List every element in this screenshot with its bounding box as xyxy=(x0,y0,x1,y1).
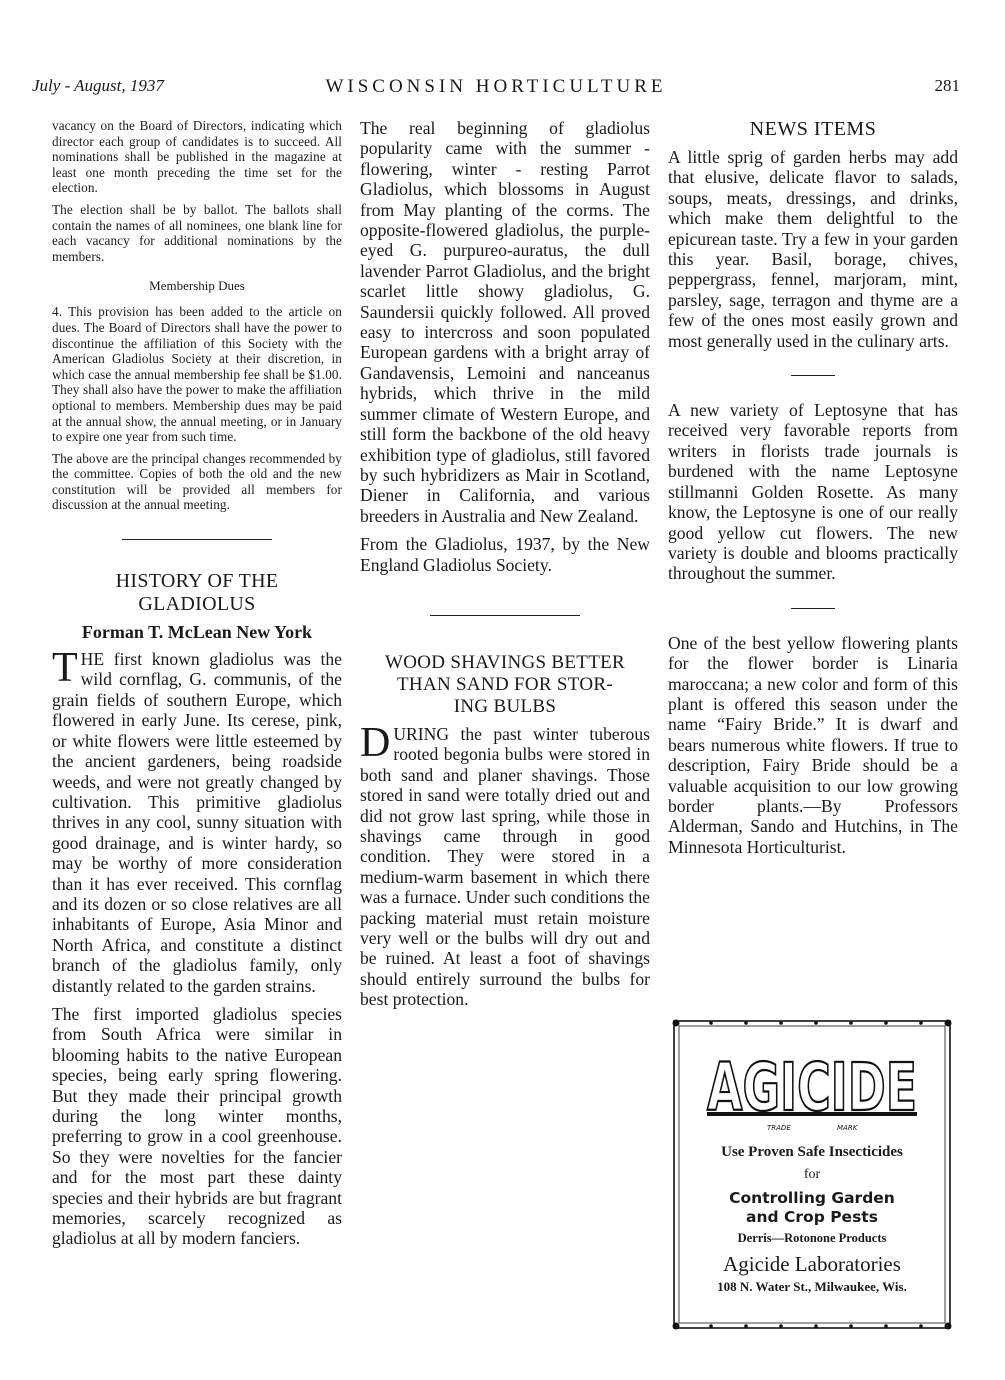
paragraph: The election shall be by ballot. The ballots shall contain the names of all nominees, one blank line for each vacancy for additional nominations by the members. xyxy=(52,201,342,264)
agicide-logo xyxy=(697,1050,927,1136)
column-middle xyxy=(360,118,650,1010)
shavings-body xyxy=(360,719,650,1010)
drop-cap: T xyxy=(52,645,78,692)
news-items-heading: NEWS ITEMS xyxy=(749,118,877,140)
ad-tagline: Use Proven Safe Insecticides xyxy=(721,1144,903,1160)
paragraph: DURING the past winter tuberous rooted begonia bulbs were stored in both sand and planer shavings. Those stored in sand were totally dried out and did not grow last spring, while those in shavings came through in good condition. They were stored in a medium-warm basement in which there was a furnace. Under such conditions the packing material must retain moisture very well or the bulbs will dry out and be ruined. At least a foot of shavings should entirely surround the bulbs for best protection. xyxy=(360,719,650,1010)
ad-address: 108 N. Water St., Milwaukee, Wis. xyxy=(717,1279,907,1294)
paragraph: The above are the principal changes recommended by the committee. Copies of both the old and the new constitution will be provided all members for discussion at the annual meeting. xyxy=(52,450,342,513)
paragraph: One of the best yellow flowering plants for the flower border is Linaria maroccana; a new color and form of this plant is offered this season under the name “Fairy Bride.” It is dwarf and bears numerous white flowers. If true to description, Fairy Bride should be a valuable acquisition to our low growing border plants.—By Professors Alderman, Sando and Hutchins, in The Minnesota Horticulturist. xyxy=(668,632,958,857)
page-number: 281 xyxy=(934,76,960,95)
ad-for: for xyxy=(803,1167,821,1182)
divider xyxy=(791,375,835,376)
running-header xyxy=(32,76,960,102)
paragraph: 4. This provision has been added to the article on dues. The Board of Directors shall have the power to discontinue the affiliation of this Society with the American Gladiolus Society at their discretion, in which case the annual membership fee shall be $1.00. They shall also have the power to make the affiliation optional to members. Membership dues may be paid at the annual show, the annual meeting, or in January to expire one year from such time. xyxy=(52,304,342,445)
divider xyxy=(791,608,835,609)
history-body xyxy=(52,645,342,1249)
column-right xyxy=(668,118,958,857)
article-byline: Forman T. McLean New York xyxy=(81,622,313,643)
ad-headline: Controlling Garden and Crop Pests xyxy=(729,1189,895,1226)
divider xyxy=(122,539,272,540)
issue-date: July - August, 1937 xyxy=(32,76,164,95)
svg-text:AGICIDE: AGICIDE xyxy=(707,1049,917,1126)
paragraph: A little sprig of garden herbs may add that elusive, delicate flavor to salads, soups, meats, dressings, and drinks, which make them delightful to the epicurean taste. Try a few in your garden this year. Basil, borage, chives, peppergrass, fennel, marjoram, mint, parsley, sage, terragon and thyme are a few of the ones most easily grown and most generally used in the culinary arts. xyxy=(668,147,958,351)
agicide-advertisement xyxy=(671,1018,953,1331)
column-left xyxy=(52,118,342,1249)
svg-text:TRADE: TRADE xyxy=(767,1124,791,1132)
divider xyxy=(430,615,580,616)
news-items-body xyxy=(668,147,958,857)
paragraph: THE first known gladiolus was the wild cornflag, G. communis, of the grain fields of southern Europe, which flowered in early June. Its cerese, pink, or white flowers were little esteemed by the ancient gardeners, being roadside weeds, and were not greatly changed by cultivation. This primitive gladiolus thrives in any cool, sunny situation with good drainage, and is winter hardy, so may be worthy of more consideration than it has ever received. This cornflag and its dozen or so close relatives are all inhabitants of Europe, Asia Minor and North Africa, and constitute a distinct branch of the gladiolus family, only distantly related to the garden strains. xyxy=(52,645,342,996)
article-title-wood-shavings: WOOD SHAVINGS BETTER THAN SAND FOR STOR- ING BULBS xyxy=(385,651,625,717)
history-body-continued xyxy=(360,118,650,575)
ad-company: Agicide Laboratories xyxy=(723,1252,901,1276)
ad-content xyxy=(681,1032,943,1295)
paragraph: The first imported gladiolus species from South Africa were similar in blooming habits to the native European species, being early spring flowering. But they made their principal growth during the long winter months, preferring to grow in a cool greenhouse. So they were novelties for the fancier and for the most part these dainty species and their hybrids are but fragrant memories, scarcely recognized as gladiolus at all by modern fanciers. xyxy=(52,1003,342,1249)
paragraph: A new variety of Leptosyne that has received very favorable reports from writers in florists trade journals is burdened with the name Leptosyne stillmanni Golden Rosette. As many know, the Leptosyne is one of our really good yellow cut flowers. The new variety is double and blooms practically throughout the summer. xyxy=(668,400,958,584)
constitution-continuation xyxy=(52,118,342,513)
subheading-membership-dues: Membership Dues xyxy=(149,278,245,294)
ad-products: Derris—Rotonone Products xyxy=(737,1231,887,1245)
publication-title: WISCONSIN HORTICULTURE xyxy=(325,76,667,97)
article-title-history: HISTORY OF THE GLADIOLUS xyxy=(115,570,279,616)
paragraph: The real beginning of gladiolus popularity came with the summer - flowering, winter - resting Parrot Gladiolus, which blossoms in August from May planting of the corms. The opposite-flowered gladiolus, the purple-eyed G. purpureo-auratus, the dull lavender Parrot Gladiolus, and the bright scarlet little showy gladiolus, G. Saundersii quickly followed. All proved easy to intercross and soon populated European gardens with a bright array of Gandavensis, Lemoini and nanceanus hybrids, which thrive in the mild summer climate of Western Europe, and still form the backbone of the old heavy exhibition type of gladiolus, still favored by such hybridizers as Mair in Scotland, Diener in California, and various breeders in Australia and New Zealand. xyxy=(360,118,650,526)
paragraph: From the Gladiolus, 1937, by the New England Gladiolus Society. xyxy=(360,534,650,575)
paragraph: vacancy on the Board of Directors, indicating which director each group of candidates is to succeed. All nominations shall be published in the magazine at least one month preceding the time set for the election. xyxy=(52,118,342,196)
drop-cap: D xyxy=(360,719,391,766)
svg-text:MARK: MARK xyxy=(837,1124,858,1132)
